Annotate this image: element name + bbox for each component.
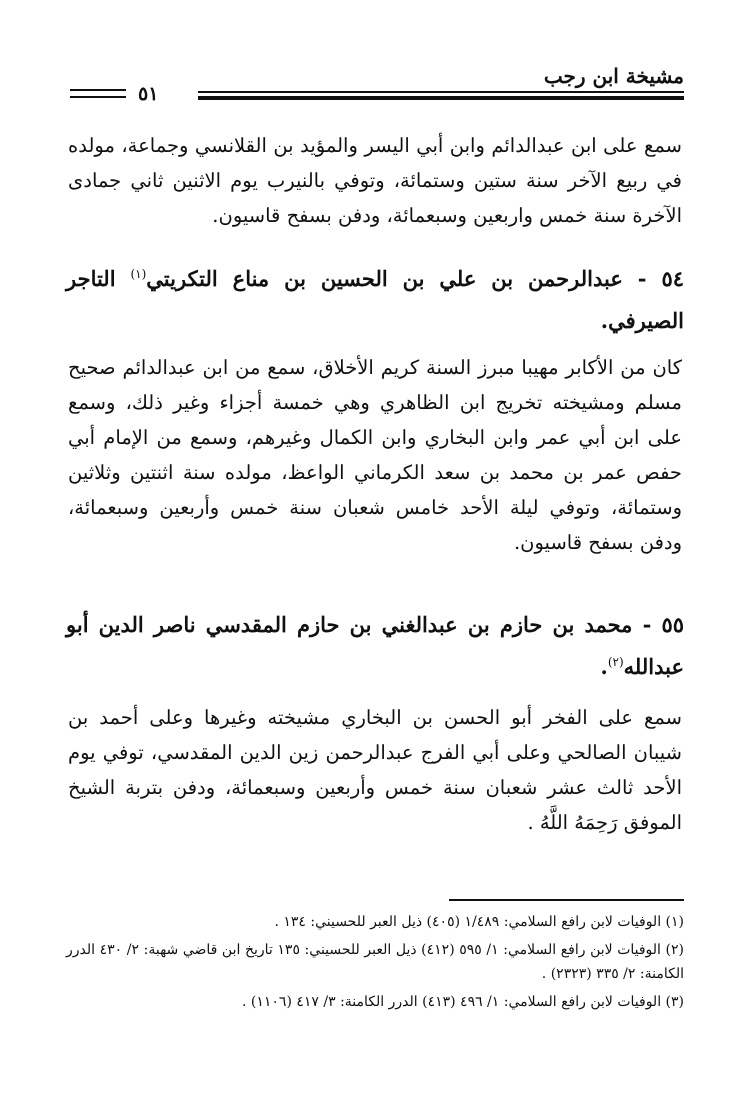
entry-heading-54-rest: التاجر الصيرفي. [66,266,684,333]
paragraph-entry-53-bio: سمع على ابن عبدالدائم وابن أبي اليسر والمؤيد بن القلانسي وجماعة، مولده في ربيع الآخر سنة ستين وستمائة، وتوفي بالنيرب يوم الاثنين ثاني جمادى الآخرة سنة خمس واربعين وسبعمائة، ودفن بسفح قاسيون. [68,134,682,227]
header-rule-right-top [198,91,684,93]
paragraph-entry-54-bio: كان من الأكابر مهيبا مبرز السنة كريم الأخلاق، سمع من ابن عبدالدائم صحيح مسلم ومشيخته تخريج ابن الظاهري وهي خمسة أجزاء وغير ذلك، وسمع على ابن أبي عمر وابن البخاري وابن الكمال وغيرهم، وسمع من الإمام أبي حفص عمر بن محمد بن سعد الكرماني الواعظ، مولده سنة اثنتين وثلاثين وستمائة، وتوفي ليلة الأحد خامس شعبان سنة خمس وأربعين وسبعمائة، ودفن بسفح قاسيون. [68,356,682,554]
footnote-2: (٢) الوفيات لابن رافع السلامي: ١/ ٥٩٥ (٤١٢) ذيل العبر للحسيني: ١٣٥ تاريخ ابن قاضي شهبة: ٢/ ٤٣٠ الدرر الكامنة: ٢/ ٣٣٥ (٢٣٢٣) . [66,942,684,982]
footnote-separator [449,899,684,901]
entry-heading-55-text: ٥٥ - محمد بن حازم بن عبدالغني بن حازم المقدسي ناصر الدين أبو عبدالله [66,612,684,679]
footnote-1: (١) الوفيات لابن رافع السلامي: ١/٤٨٩ (٤٠٥) ذيل العبر للحسيني: ١٣٤ . [274,914,684,930]
entry-heading-54-text: ٥٤ - عبدالرحمن بن علي بن الحسين بن مناع التكريتي [146,266,684,291]
footnote-ref-1[interactable]: (١) [130,267,147,281]
header-rule-left-top [70,89,126,91]
paragraph-entry-55-bio: سمع على الفخر أبو الحسن بن البخاري مشيخته وغيرها وعلى أحمد بن شيبان الصالحي وعلى أبي الفرج عبدالرحمن زين الدين المقدسي، توفي يوم الأحد ثالث عشر شعبان سنة خمس وأربعين وسبعمائة، ودفن بتربة الشيخ الموفق رَحِمَهُ اللَّهُ . [68,706,682,834]
footnote-3: (٣) الوفيات لابن رافع السلامي: ١/ ٤٩٦ (٤١٣) الدرر الكامنة: ٣/ ٤١٧ (١١٠٦) . [241,994,684,1010]
footnotes [66,910,684,1018]
header-rule-left-bottom [70,96,126,98]
footnote-ref-2[interactable]: (٢) [607,655,624,669]
header-rule-right-bottom [198,96,684,100]
running-header-title: مشيخة ابن رجب [543,64,684,88]
page-number: ٥١ [138,83,159,105]
entry-heading-55 [66,604,684,688]
entry-heading-55-end: . [600,654,608,679]
entry-heading-54 [66,258,684,342]
